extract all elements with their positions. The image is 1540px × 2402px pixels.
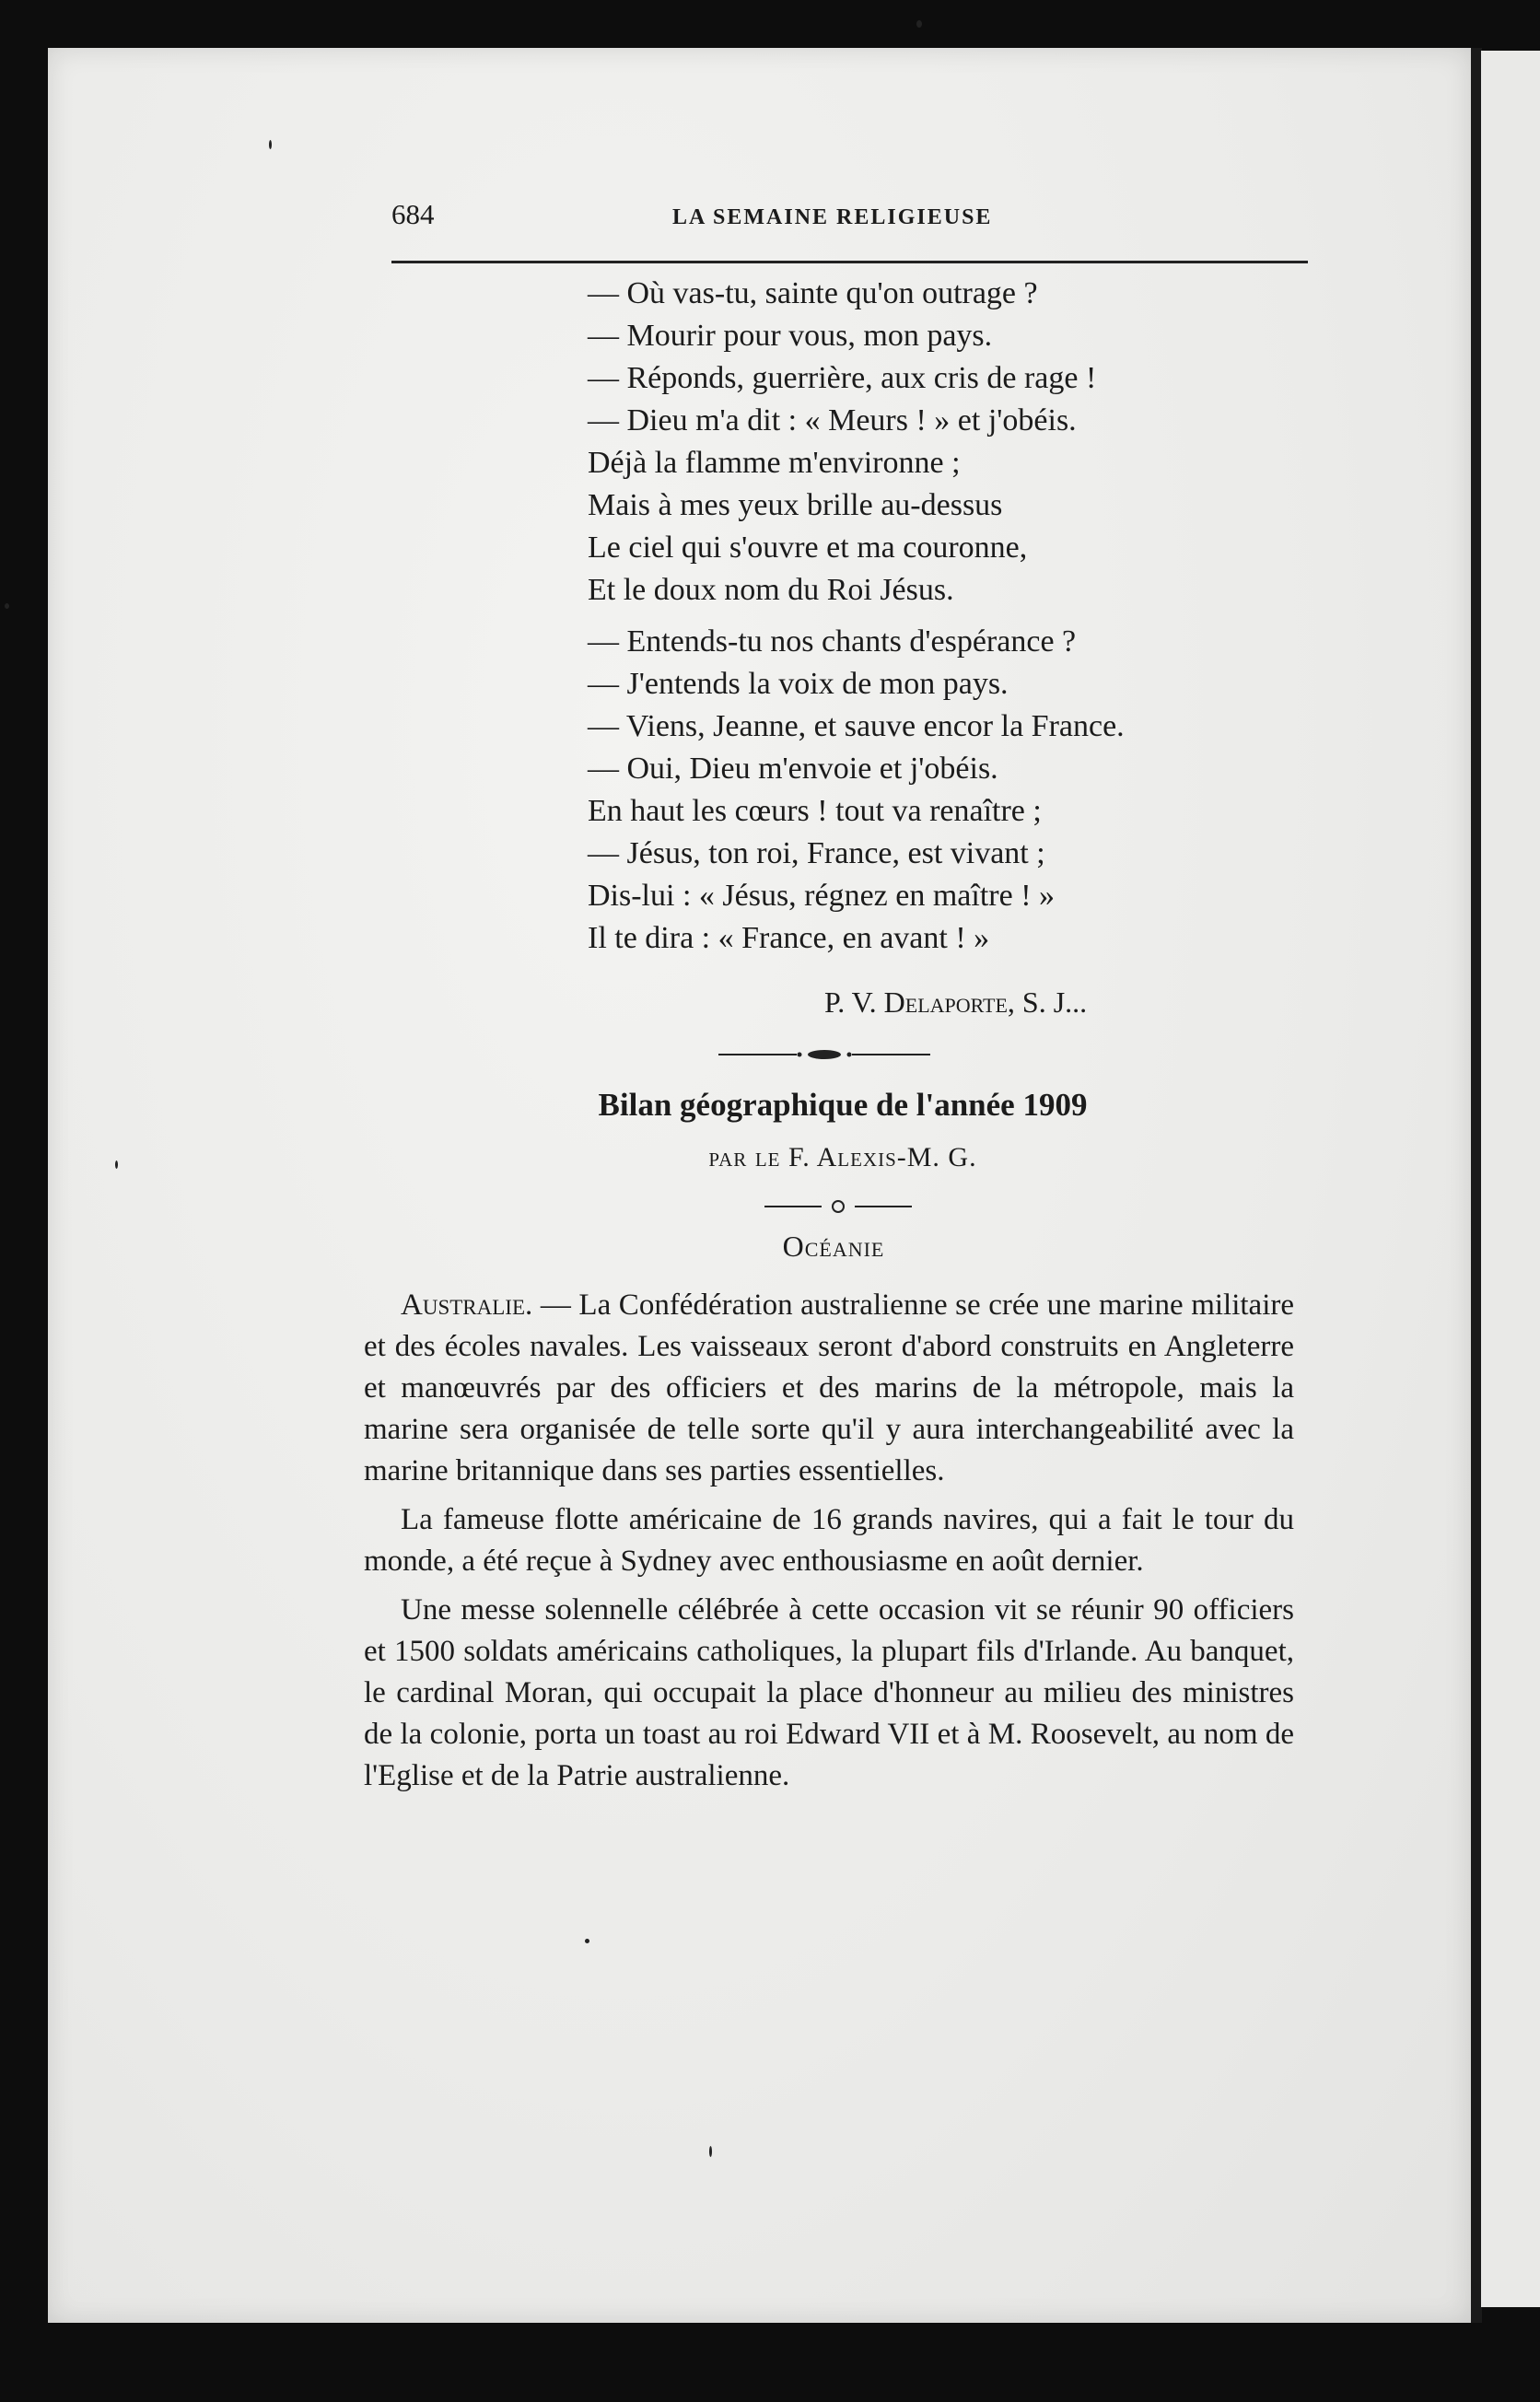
poem-signature — [824, 985, 1087, 1020]
scan-speck — [269, 140, 272, 149]
poem-line: Dis-lui : « Jésus, régnez en maître ! » — [588, 879, 1056, 913]
poem-line: — Jésus, ton roi, France, est vivant ; — [588, 836, 1045, 870]
signature-initials: P. V. — [824, 985, 884, 1019]
poem-line: En haut les cœurs ! tout va renaître ; — [588, 794, 1042, 828]
scan-speck — [585, 1939, 589, 1943]
scan-speck — [5, 603, 9, 609]
scan-speck — [916, 20, 922, 28]
poem-line: — Oui, Dieu m'envoie et j'obéis. — [588, 752, 998, 786]
scan-speck — [709, 2146, 712, 2157]
poem-line: — Où vas-tu, sainte qu'on outrage ? — [588, 276, 1038, 310]
poem-stanza-2 — [588, 621, 1288, 960]
running-title: LA SEMAINE RELIGIEUSE — [672, 205, 993, 229]
paragraph — [364, 1590, 1294, 1797]
poem-line: Déjà la flamme m'environne ; — [588, 446, 961, 480]
page-header — [391, 198, 1312, 235]
ornament-divider — [718, 1048, 930, 1061]
article-body — [364, 1285, 1294, 1804]
signature-suffix: , S. J... — [1007, 985, 1088, 1019]
signature-name: Delaporte — [883, 985, 1008, 1019]
page-number: 684 — [391, 198, 435, 230]
paragraph-lead: Australie. — [401, 1288, 533, 1322]
poem-line: — J'entends la voix de mon pays. — [588, 667, 1009, 701]
scan-speck — [115, 1160, 118, 1169]
poem-line: Le ciel qui s'ouvre et ma couronne, — [588, 531, 1028, 565]
poem-line: Mais à mes yeux brille au-dessus — [588, 488, 1003, 522]
paragraph-text: Une messe solennelle célébrée à cette occasion vit se réunir 90 officiers et 1500 soldats américains catholiques, la plupart fils d'Irlande. Au banquet, le cardinal Moran, qui occupait la place d'honneur au milieu des ministres de la colonie, porta un toast au roi Edward VII et à M. Roosevelt, au nom de l'Eglise et de la Patrie australienne. — [364, 1593, 1294, 1792]
paragraph — [364, 1499, 1294, 1582]
poem-line: — Dieu m'a dit : « Meurs ! » et j'obéis. — [588, 403, 1077, 437]
poem-line: — Entends-tu nos chants d'espérance ? — [588, 624, 1077, 659]
header-rule — [391, 261, 1308, 263]
byline-author: F. Alexis-M. G. — [788, 1142, 977, 1172]
poem-line: Il te dira : « France, en avant ! » — [588, 921, 990, 955]
article-byline — [557, 1142, 1128, 1173]
subsection-heading: Océanie — [782, 1230, 885, 1263]
poem-line: — Réponds, guerrière, aux cris de rage ! — [588, 361, 1097, 395]
circle-divider — [764, 1197, 912, 1216]
facing-page-edge — [1481, 51, 1540, 2307]
poem — [588, 273, 1288, 969]
paragraph — [364, 1285, 1294, 1492]
poem-line: Et le doux nom du Roi Jésus. — [588, 573, 954, 607]
poem-line: — Mourir pour vous, mon pays. — [588, 319, 993, 353]
poem-stanza-1 — [588, 273, 1288, 612]
paragraph-text: La fameuse flotte américaine de 16 grands navires, qui a fait le tour du monde, a été reçue à Sydney avec enthousiasme en août dernier. — [364, 1503, 1294, 1578]
article-title: Bilan géographique de l'année 1909 — [598, 1087, 1088, 1123]
poem-line: — Viens, Jeanne, et sauve encor la France. — [588, 709, 1125, 743]
paragraph-text: — La Confédération australienne se crée une marine militaire et des écoles navales. Les vaisseaux seront d'abord construits en Angleterre et manœuvrés par des officiers et des marins de la métropole, mais la marine sera organisée de telle sorte qu'il y aura interchangeabilité avec la marine britannique dans ses parties essentielles. — [364, 1288, 1294, 1487]
byline-prefix: par le — [708, 1142, 781, 1172]
